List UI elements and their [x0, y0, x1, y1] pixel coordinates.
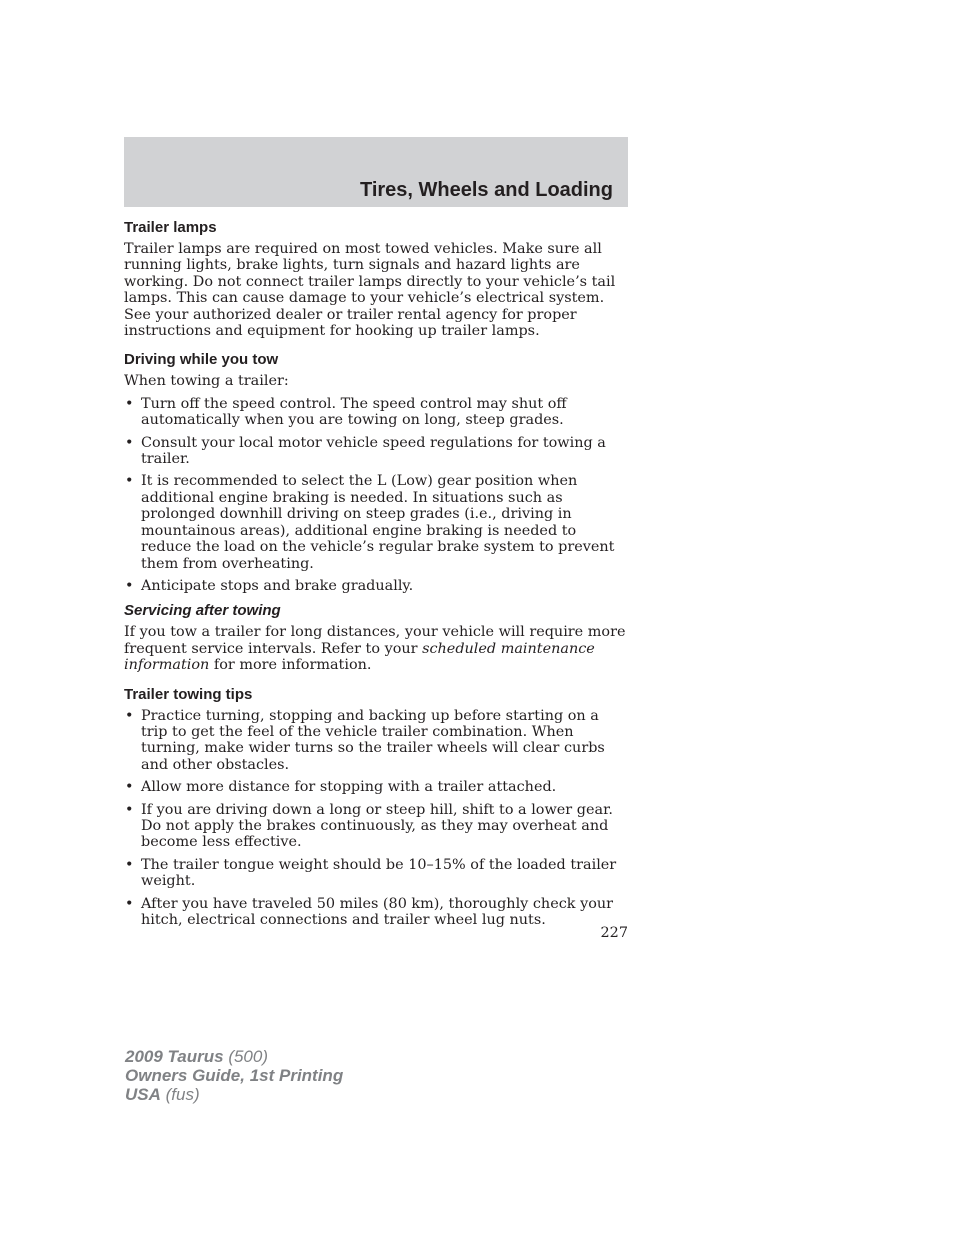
section-heading: Servicing after towing — [124, 602, 281, 620]
footer-edition: Owners Guide, 1st Printing — [125, 1066, 344, 1085]
section-trailer-towing-tips — [124, 686, 629, 929]
bullet-icon: • — [125, 577, 134, 594]
bullet-icon: • — [125, 856, 134, 873]
section-heading: Trailer towing tips — [124, 685, 253, 703]
list-item-text: It is recommended to select the L (Low) gear position when additional engine braking is needed. In situations such as prolonged downhill driving on steep grades (i.e., driving in mountainous areas), additional engine braking is needed to reduce the load on the vehicle’s regular brake system to prevent them from overheating. — [141, 473, 615, 572]
list-item — [124, 578, 629, 594]
bullet-list — [124, 396, 629, 594]
list-item — [124, 708, 629, 774]
bullet-icon: • — [125, 707, 134, 724]
footer-imprint — [125, 1047, 343, 1104]
list-item-text: Consult your local motor vehicle speed regulations for towing a trailer. — [141, 434, 606, 468]
bullet-icon: • — [125, 779, 134, 796]
paragraph — [124, 624, 629, 673]
list-item-text: Practice turning, stopping and backing up before starting on a trip to get the feel of the vehicle trailer combination. When turning, make wider turns so the trailer wheels will clear curbs and other obstacles. — [141, 707, 605, 773]
bullet-icon: • — [125, 434, 134, 451]
bullet-icon: • — [125, 895, 134, 912]
list-item — [124, 802, 629, 851]
list-item-text: Allow more distance for stopping with a trailer attached. — [141, 779, 557, 796]
bullet-list — [124, 708, 629, 929]
footer-line — [125, 1085, 343, 1104]
paragraph-text: If you tow a trailer for long distances, your vehicle will require more frequent service intervals. Refer to your — [124, 624, 626, 657]
list-item-text: If you are driving down a long or steep hill, shift to a lower gear. Do not apply the brakes continuously, as they may overheat and become less effective. — [141, 801, 613, 851]
bullet-icon: • — [125, 395, 134, 412]
section-heading: Driving while you tow — [124, 351, 279, 369]
list-item — [124, 896, 629, 929]
bullet-icon: • — [125, 801, 134, 818]
section-heading: Trailer lamps — [124, 219, 217, 236]
list-item-text: Anticipate stops and brake gradually. — [141, 577, 414, 594]
page-number: 227 — [600, 925, 628, 941]
footer-market: USA — [125, 1085, 161, 1104]
paragraph-text: for more information. — [209, 657, 372, 674]
section-driving-while-you-tow — [124, 351, 629, 594]
list-item-text: The trailer tongue weight should be 10–15% of the loaded trailer weight. — [141, 856, 617, 890]
emphasized-text: scheduled maintenance information — [124, 640, 595, 674]
footer-market-code: (fus) — [160, 1085, 200, 1104]
section-trailer-lamps — [124, 219, 629, 339]
bullet-icon: • — [125, 473, 134, 490]
footer-line — [125, 1047, 343, 1066]
list-item — [124, 435, 629, 468]
header-band — [124, 137, 628, 207]
page-content — [124, 219, 629, 936]
paragraph: When towing a trailer: — [124, 373, 289, 390]
page-title: Tires, Wheels and Loading — [359, 179, 613, 201]
list-item — [124, 779, 629, 795]
list-item — [124, 396, 629, 429]
footer-model-code: (500) — [223, 1047, 269, 1066]
list-item-text: Turn off the speed control. The speed control may shut off automatically when you are towing on long, steep grades. — [141, 395, 567, 429]
footer-model: 2009 Taurus — [125, 1047, 224, 1066]
list-item — [124, 857, 629, 890]
section-servicing-after-towing — [124, 602, 629, 673]
list-item-text: After you have traveled 50 miles (80 km), thoroughly check your hitch, electrical connections and trailer wheel lug nuts. — [141, 895, 614, 928]
list-item — [124, 473, 629, 571]
paragraph: Trailer lamps are required on most towed vehicles. Make sure all running lights, brake lights, turn signals and hazard lights are working. Do not connect trailer lamps directly to your vehicle’s tail lamps. This can cause damage to your vehicle’s electrical system. See your authorized dealer or trailer rental agency for proper instructions and equipment for hooking up trailer lamps. — [124, 241, 616, 340]
